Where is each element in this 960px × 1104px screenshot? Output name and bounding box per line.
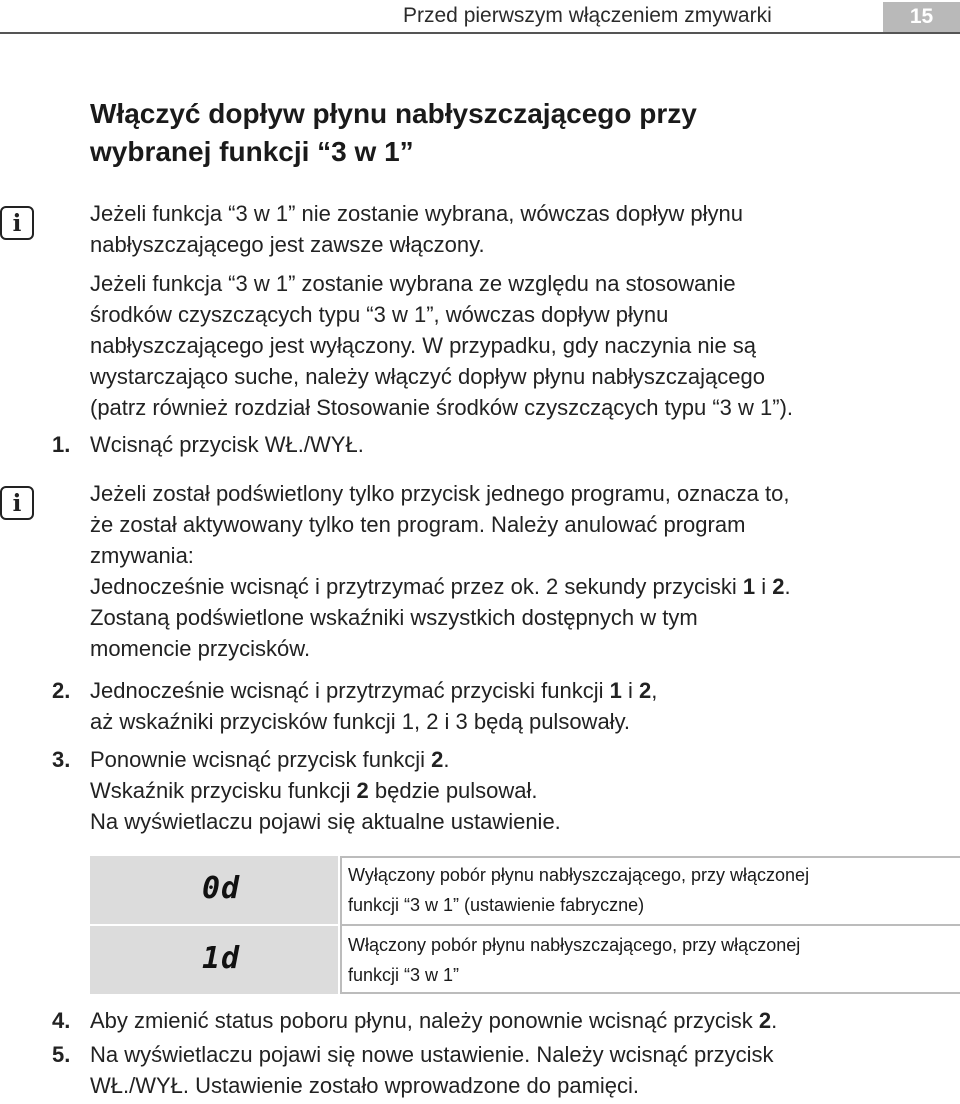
info-text-line: momencie przycisków.	[90, 636, 311, 661]
setting-description-line: funkcji “3 w 1” (ustawienie fabryczne)	[348, 895, 645, 915]
setting-description-line: Włączony pobór płynu nabłyszczającego, przy włączonej	[348, 935, 801, 955]
step-text	[90, 1008, 777, 1034]
step-text	[90, 747, 450, 773]
button-ref: 1	[742, 574, 756, 599]
info-text: Jednocześnie wcisnąć i przytrzymać przez ok. 2 sekundy przyciski	[90, 574, 743, 599]
step-number: 3.	[52, 747, 71, 772]
step-text-part: .	[443, 747, 450, 772]
step-text-part: ,	[651, 678, 658, 703]
section-heading	[90, 95, 697, 171]
step-text: Na wyświetlaczu pojawi się aktualne ustawienie.	[90, 809, 561, 834]
step-text-part: Ponownie wcisnąć przycisk funkcji	[90, 747, 432, 772]
step-text: aż wskaźniki przycisków funkcji 1, 2 i 3 będą pulsowały.	[90, 709, 631, 734]
step-text-part: będzie pulsował.	[368, 778, 538, 803]
step-text-part: i	[621, 678, 639, 703]
setting-description	[348, 930, 960, 994]
setting-description	[348, 860, 960, 924]
info-icon: i	[0, 206, 34, 240]
header-divider	[0, 32, 960, 34]
step-text: WŁ./WYŁ. Ustawienie zostało wprowadzone do pamięci.	[90, 1073, 640, 1098]
info-text: i	[755, 574, 773, 599]
button-ref: 1	[609, 678, 622, 703]
section-heading-line: Włączyć dopływ płynu nabłyszczającego przy	[90, 98, 697, 129]
step-text	[90, 778, 538, 804]
step-text: Wcisnąć przycisk WŁ./WYŁ.	[90, 432, 364, 457]
info-text-line: wystarczająco suche, należy włączyć dopływ płynu nabłyszczającego	[90, 364, 765, 389]
table-rule	[340, 856, 960, 858]
setting-description-line: funkcji “3 w 1”	[348, 965, 460, 985]
info-text-line: że został aktywowany tylko ten program. Należy anulować program	[90, 512, 746, 537]
step-number: 5.	[52, 1042, 71, 1067]
button-ref: 2	[638, 678, 652, 703]
info-text: .	[784, 574, 791, 599]
step-text-part: Jednocześnie wcisnąć i przytrzymać przyciski funkcji	[90, 678, 610, 703]
step-number: 2.	[52, 678, 71, 703]
info-text-line	[90, 574, 791, 600]
step-text-part: .	[771, 1008, 778, 1033]
setting-description-line: Wyłączony pobór płynu nabłyszczającego, przy włączonej	[348, 865, 810, 885]
step-text: Na wyświetlaczu pojawi się nowe ustawienie. Należy wcisnąć przycisk	[90, 1042, 774, 1067]
step-text	[90, 678, 657, 704]
button-ref: 2	[772, 574, 785, 599]
settings-table	[90, 856, 960, 994]
button-ref: 2	[431, 747, 444, 772]
table-rule	[340, 992, 960, 994]
step-number: 4.	[52, 1008, 71, 1033]
info-text-line: Jeżeli funkcja “3 w 1” nie zostanie wybrana, wówczas dopływ płynu	[90, 201, 743, 226]
info-text-line: nabłyszczającego jest zawsze włączony.	[90, 232, 485, 257]
settings-row	[90, 856, 960, 924]
page-number: 15	[883, 2, 960, 32]
display-code: 1d	[202, 941, 241, 976]
page-header-title: Przed pierwszym włączeniem zmywarki	[403, 4, 772, 27]
settings-row	[90, 926, 960, 994]
info-text-line: (patrz również rozdział Stosowanie środków czyszczących typu “3 w 1”).	[90, 395, 794, 420]
step-text-part: Wskaźnik przycisku funkcji	[90, 778, 357, 803]
step-number: 1.	[52, 432, 71, 457]
info-icon: i	[0, 486, 34, 520]
info-text-line: Jeżeli został podświetlony tylko przycisk jednego programu, oznacza to,	[90, 481, 790, 506]
display-code-cell	[90, 926, 338, 994]
display-code: 0d	[202, 871, 241, 906]
section-heading-line: wybranej funkcji “3 w 1”	[90, 136, 414, 167]
button-ref: 2	[758, 1008, 772, 1033]
button-ref: 2	[356, 778, 369, 803]
info-text-line: środków czyszczących typu “3 w 1”, wówczas dopływ płynu	[90, 302, 669, 327]
info-text-line: Jeżeli funkcja “3 w 1” zostanie wybrana ze względu na stosowanie	[90, 271, 736, 296]
display-code-cell	[90, 856, 338, 924]
step-text-part: Aby zmienić status poboru płynu, należy ponownie wcisnąć przycisk	[90, 1008, 759, 1033]
info-text-line: Zostaną podświetlone wskaźniki wszystkich dostępnych w tym	[90, 605, 698, 630]
info-text-line: nabłyszczającego jest wyłączony. W przypadku, gdy naczynia nie są	[90, 333, 757, 358]
table-rule	[340, 924, 960, 926]
info-text-line: zmywania:	[90, 543, 194, 568]
